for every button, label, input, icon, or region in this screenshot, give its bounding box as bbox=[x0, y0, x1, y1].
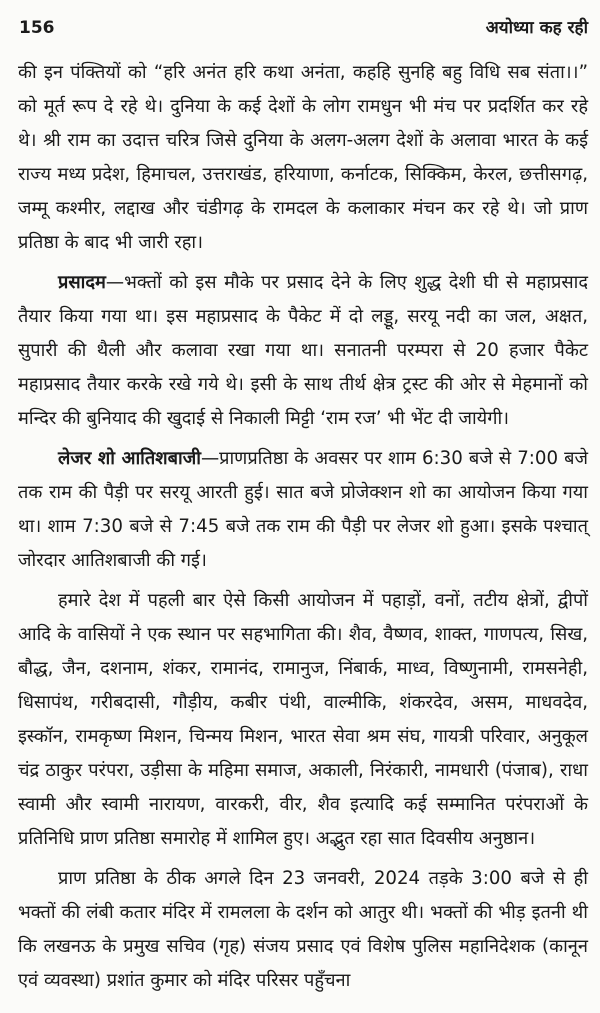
paragraph-laser-show bbox=[18, 442, 588, 578]
paragraph-text: —भक्तों को इस मौके पर प्रसाद देने के लिए शुद्ध देशी घी से महाप्रसाद तैयार किया गया था। इस महाप्रसाद के पैकेट में दो लड्डू, सरयू नदी का जल, अक्षत, सुपारी की थैली और कलावा रखा गया था। सनातनी परम्परा से 20 हजार पैकेट महाप्रसाद तैयार करके रखे गये थे। इसी के साथ तीर्थ क्षेत्र ट्रस्ट की ओर से मेहमानों को मन्दिर की बुनियाद की खुदाई से निकाली मिट्टी ‘राम रज’ भी भेंट दी जायेगी। bbox=[18, 272, 588, 429]
body-text bbox=[18, 56, 588, 998]
paragraph-prasadam bbox=[18, 266, 588, 436]
paragraph-text: की इन पंक्तियों को “हरि अनंत हरि कथा अनंता, कहहि सुनहि बहु विधि सब संता।।” को मूर्त रूप दे रहे थे। दुनिया के कई देशों के लोग रामधुन भी मंच पर प्रदर्शित कर रहे थे। श्री राम का उदात्त चरित्र जिसे दुनिया के अलग-अलग देशों के अलावा भारत के कई राज्य मध्य प्रदेश, हिमाचल, उत्तराखंड, हरियाणा, कर्नाटक, सिक्किम, केरल, छत्तीसगढ़, जम्मू कश्मीर, लद्दाख और चंडीगढ़ के रामदल के कलाकार मंचन कर रहे थे। जो प्राण प्रतिष्ठा के बाद भी जारी रहा। bbox=[18, 62, 588, 253]
section-heading: प्रसादम bbox=[58, 272, 106, 293]
paragraph-text: हमारे देश में पहली बार ऐसे किसी आयोजन में पहाड़ों, वनों, तटीय क्षेत्रों, द्वीपों आदि के वासियों ने एक स्थान पर सहभागिता की। शैव, वैष्णव, शाक्त, गाणपत्य, सिख, बौद्ध, जैन, दशनाम, शंकर, रामानंद, रामानुज, निंबार्क, माध्व, विष्णुनामी, रामसनेही, धिसापंथ, गरीबदासी, गौड़ीय, कबीर पंथी, वाल्मीकि, शंकरदेव, असम, माधवदेव, इस्कॉन, रामकृष्ण मिशन, चिन्मय मिशन, भारत सेवा श्रम संघ, गायत्री परिवार, अनुकूल चंद्र ठाकुर परंपरा, उड़ीसा के महिमा समाज, अकाली, निरंकारी, नामधारी (पंजाब), राधा स्वामी और स्वामी नारायण, वारकरी, वीर, शैव इत्यादि कई सम्मानित परंपराओं के प्रतिनिधि प्राण प्रतिष्ठा समारोह में शामिल हुए। अद्भुत रहा सात दिवसीय अनुष्ठान। bbox=[18, 590, 588, 849]
book-title: अयोध्या कह रही bbox=[485, 18, 588, 38]
paragraph-text: —प्राणप्रतिष्ठा के अवसर पर शाम 6:30 बजे से 7:00 बजे तक राम की पैड़ी पर सरयू आरती हुई। सात बजे प्रोजेक्शन शो का आयोजन किया गया था। शाम 7:30 बजे से 7:45 बजे तक राम की पैड़ी पर लेजर शो हुआ। इसके पश्चात् जोरदार आतिशबाजी की गई। bbox=[18, 448, 589, 571]
paragraph-traditions bbox=[18, 584, 588, 856]
running-header bbox=[18, 0, 588, 38]
paragraph-darshan bbox=[18, 862, 588, 998]
page-number: 156 bbox=[19, 18, 55, 38]
section-heading: लेजर शो आतिशबाजी bbox=[58, 448, 201, 469]
paragraph-continued bbox=[18, 56, 588, 260]
paragraph-text: प्राण प्रतिष्ठा के ठीक अगले दिन 23 जनवरी, 2024 तड़के 3:00 बजे से ही भक्तों की लंबी कतार मंदिर में रामलला के दर्शन को आतुर थी। भक्तों की भीड़ इतनी थी कि लखनऊ के प्रमुख सचिव (गृह) संजय प्रसाद एवं विशेष पुलिस महानिदेशक (कानून एवं व्यवस्था) प्रशांत कुमार को मंदिर परिसर पहुँचना bbox=[18, 868, 588, 991]
